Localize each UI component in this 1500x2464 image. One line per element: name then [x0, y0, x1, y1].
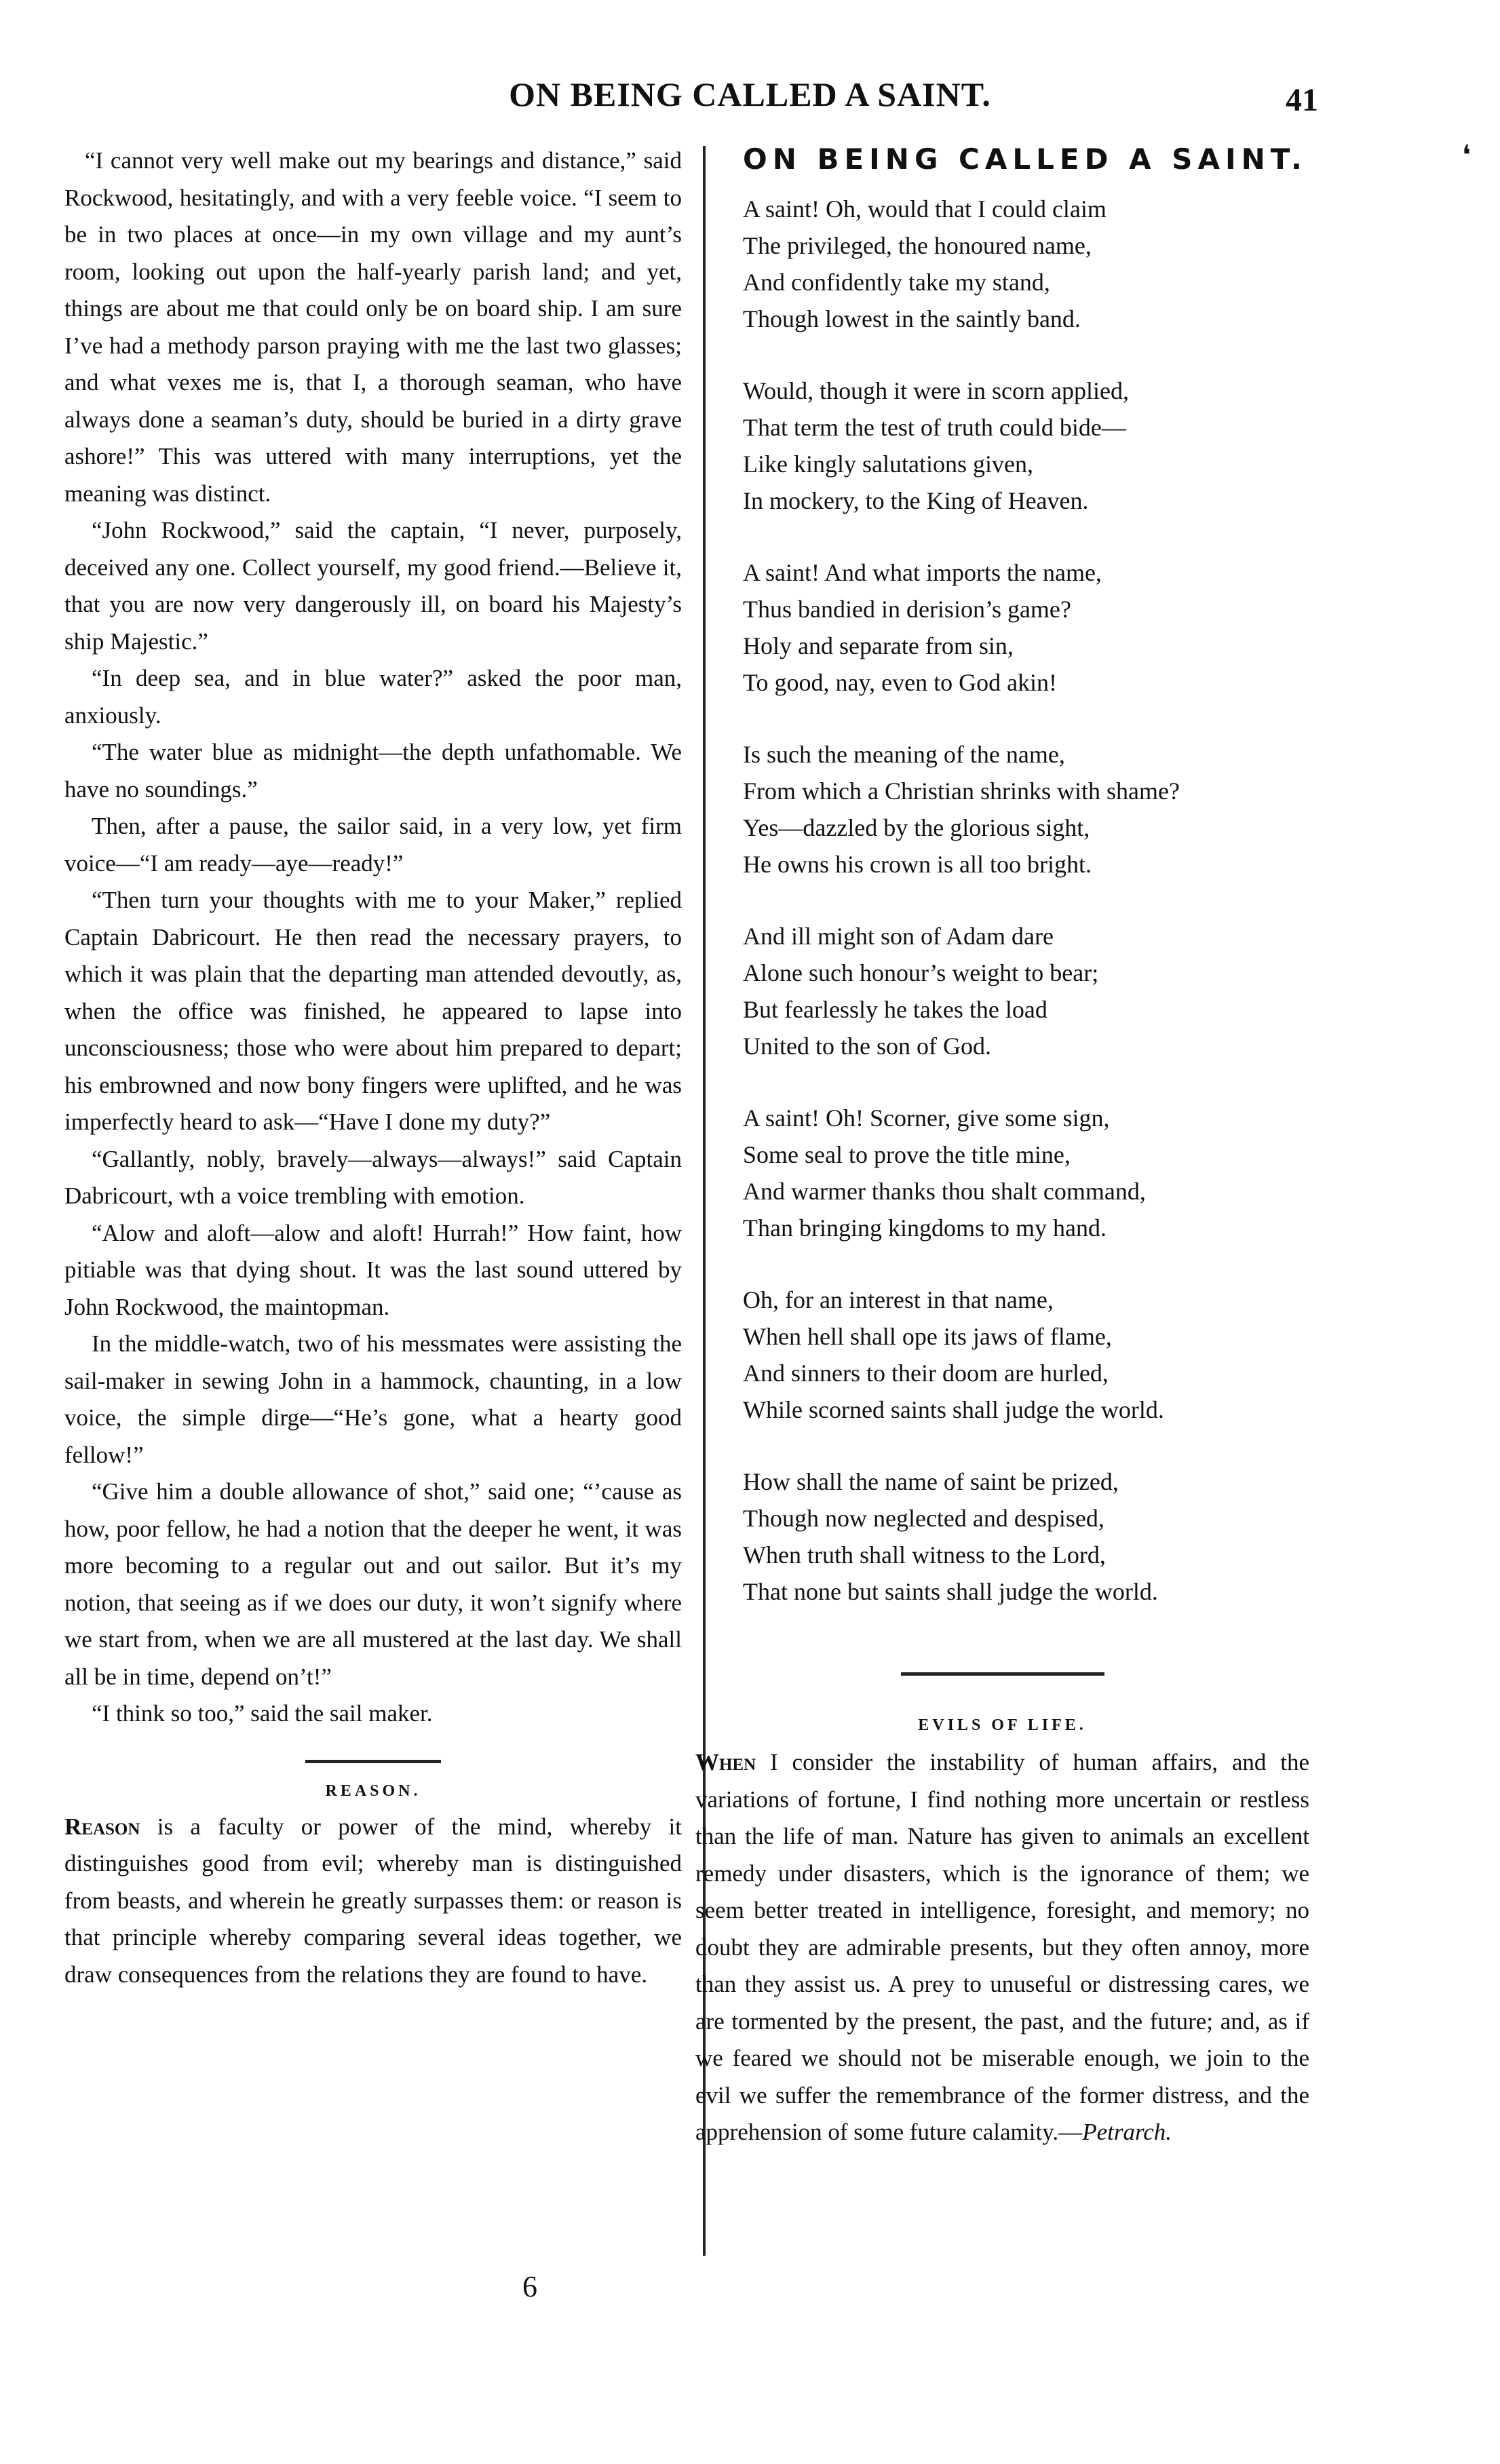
essay-column [695, 1672, 1309, 2151]
poem-line: Thus bandied in derision’s game? [743, 596, 1071, 623]
poem-line: The privileged, the honoured name, [743, 232, 1092, 259]
poem-line: And ill might son of Adam dare [743, 923, 1054, 950]
poem-line: A saint! Oh, would that I could claim [743, 195, 1107, 223]
poem-line: He owns his crown is all too bright. [743, 851, 1092, 878]
poem-line: Holy and separate from sin, [743, 632, 1014, 659]
poem-line: Alone such honour’s weight to bear; [743, 959, 1099, 986]
poem-stanza [743, 1100, 1309, 1246]
poem-body [743, 191, 1309, 1610]
poem-stanza [743, 918, 1309, 1064]
poem-line: When hell shall ope its jaws of flame, [743, 1323, 1112, 1350]
story-paragraph: “Alow and aloft—alow and aloft! Hurrah!” How faint, how pitiable was that dying shout. It was the last sound uttered by John Rockwood, the maintopman. [64, 1219, 682, 1320]
story-paragraph: “Gallantly, nobly, bravely—always—always!” said Captain Dabricourt, wth a voice trembling with emotion. [64, 1145, 682, 1209]
story-paragraph: “In deep sea, and in blue water?” asked the poor man, anxiously. [64, 665, 682, 729]
story-text [64, 142, 682, 1733]
poem-line: While scorned saints shall judge the world. [743, 1396, 1164, 1423]
poem-stanza [743, 736, 1309, 883]
poem-line: Than bringing kingdoms to my hand. [743, 1214, 1107, 1241]
poem-line: In mockery, to the King of Heaven. [743, 487, 1089, 514]
poem-line: Some seal to prove the title mine, [743, 1141, 1071, 1168]
poem-line: Like kingly salutations given, [743, 450, 1033, 478]
reason-heading: REASON. [325, 1782, 421, 1800]
poem-column [743, 142, 1309, 1645]
evils-paragraph [695, 1744, 1309, 2151]
story-paragraph: “I cannot very well make out my bearings and distance,” said Rockwood, hesitatingly, and with a very feeble voice. “I seem to be in two places at once—in my own village and my aunt’s room, looking out upon the half-yearly parish land; and yet, things are about me that could only be on board ship. I am sure I’ve had a methody parson praying with me the last two glasses; and what vexes me is, that I, a thorough seaman, who have always done a seaman’s duty, should be buried in a dirty grave ashore!” This was uttered with many interruptions, yet the meaning was distinct. [64, 147, 682, 507]
evils-body: I consider the instability of human affairs, and the variations of fortune, I find nothing more uncertain or restless than the life of man. Nature has given to animals an excellent remedy under disasters, which is the ignorance of them; we seem better treated in intelligence, foresight, and memory; no doubt they are admirable presents, but they often annoy, more than they assist us. A prey to unuseful or distressing cares, we are tormented by the present, the past, and the future; and, as if we feared we should not be miserable enough, we join to the evil we suffer the remembrance of the former distress, and the apprehension of some future calamity.— [695, 1749, 1309, 2145]
story-paragraph: “Give him a double allowance of shot,” said one; “’cause as how, poor fellow, he had a notion that the deeper he went, it was more becoming to a regular out and out sailor. But it’s my notion, that seeing as if we does our duty, it won’t signify where we start from, when we are all mustered at the last day. We shall all be in time, depend on’t!” [64, 1478, 682, 1690]
poem-line: That term the test of truth could bide— [743, 414, 1126, 441]
page-number: 41 [1286, 82, 1318, 118]
story-paragraph: “I think so too,” said the sail maker. [92, 1700, 433, 1727]
poem-line: To good, nay, even to God akin! [743, 669, 1058, 696]
poem-line: Is such the meaning of the name, [743, 741, 1065, 768]
poem-line: When truth shall witness to the Lord, [743, 1541, 1106, 1568]
poem-line: That none but saints shall judge the world. [743, 1578, 1158, 1605]
reason-paragraph [64, 1809, 682, 1994]
poem-line: United to the son of God. [743, 1033, 991, 1060]
evils-attribution: Petrarch. [1082, 2119, 1172, 2145]
poem-line: And warmer thanks thou shalt command, [743, 1178, 1146, 1205]
evils-lead-word: When [695, 1749, 756, 1775]
poem-title: ON BEING CALLED A SAINT. [743, 142, 1307, 176]
poem-line: Yes—dazzled by the glorious sight, [743, 814, 1090, 841]
poem-line: Though lowest in the saintly band. [743, 305, 1081, 332]
poem-line: From which a Christian shrinks with shame? [743, 777, 1180, 805]
reason-lead-word: Reason [64, 1813, 140, 1840]
poem-line: And sinners to their doom are hurled, [743, 1360, 1109, 1387]
poem-stanza [743, 554, 1309, 701]
poem-stanza [743, 372, 1309, 519]
poem-line: But fearlessly he takes the load [743, 996, 1047, 1023]
poem-line: Oh, for an interest in that name, [743, 1286, 1054, 1313]
poem-line: How shall the name of saint be prized, [743, 1468, 1119, 1495]
section-rule [305, 1760, 441, 1763]
reason-body: is a faculty or power of the mind, whereby it distinguishes good from evil; whereby man is distinguished from beasts, and wherein he greatly surpasses them: or reason is that principle whereby comparing several ideas together, we draw consequences from the relations they are found to have. [64, 1813, 682, 1988]
poem-line: A saint! Oh! Scorner, give some sign, [743, 1104, 1110, 1132]
story-paragraph: “The water blue as midnight—the depth unfathomable. We have no soundings.” [64, 739, 682, 803]
story-paragraph: “John Rockwood,” said the captain, “I never, purposely, deceived any one. Collect yourself, my good friend.—Believe it, that you are now very dangerously ill, on board his Majesty’s ship Majestic.” [64, 517, 682, 655]
poem-stanza [743, 1282, 1309, 1428]
poem-line: A saint! And what imports the name, [743, 559, 1102, 586]
printer-signature-mark: 6 [522, 2270, 537, 2303]
story-paragraph: In the middle-watch, two of his messmates were assisting the sail-maker in sewing John in a hammock, chaunting, in a low voice, the simple dirge—“He’s gone, what a hearty good fellow!” [64, 1330, 682, 1468]
margin-ink-mark: ❛ [1462, 140, 1471, 170]
poem-stanza [743, 191, 1309, 337]
section-rule [901, 1672, 1104, 1676]
story-paragraph: Then, after a pause, the sailor said, in a very low, yet firm voice—“I am ready—aye—ready!” [64, 813, 682, 877]
poem-stanza [743, 1463, 1309, 1610]
running-head: ON BEING CALLED A SAINT. [509, 75, 991, 113]
left-column [64, 142, 682, 1993]
poem-line: Though now neglected and despised, [743, 1505, 1104, 1532]
evils-heading: EVILS OF LIFE. [918, 1716, 1087, 1734]
poem-line: Would, though it were in scorn applied, [743, 377, 1129, 404]
story-paragraph: “Then turn your thoughts with me to your Maker,” replied Captain Dabricourt. He then read the necessary prayers, to which it was plain that the departing man attended devoutly, as, when the office was finished, he appeared to lapse into unconsciousness; those who were about him prepared to depart; his embrowned and now bony fingers were uplifted, and he was imperfectly heard to ask—“Have I done my duty?” [64, 887, 682, 1135]
poem-line: And confidently take my stand, [743, 269, 1050, 296]
